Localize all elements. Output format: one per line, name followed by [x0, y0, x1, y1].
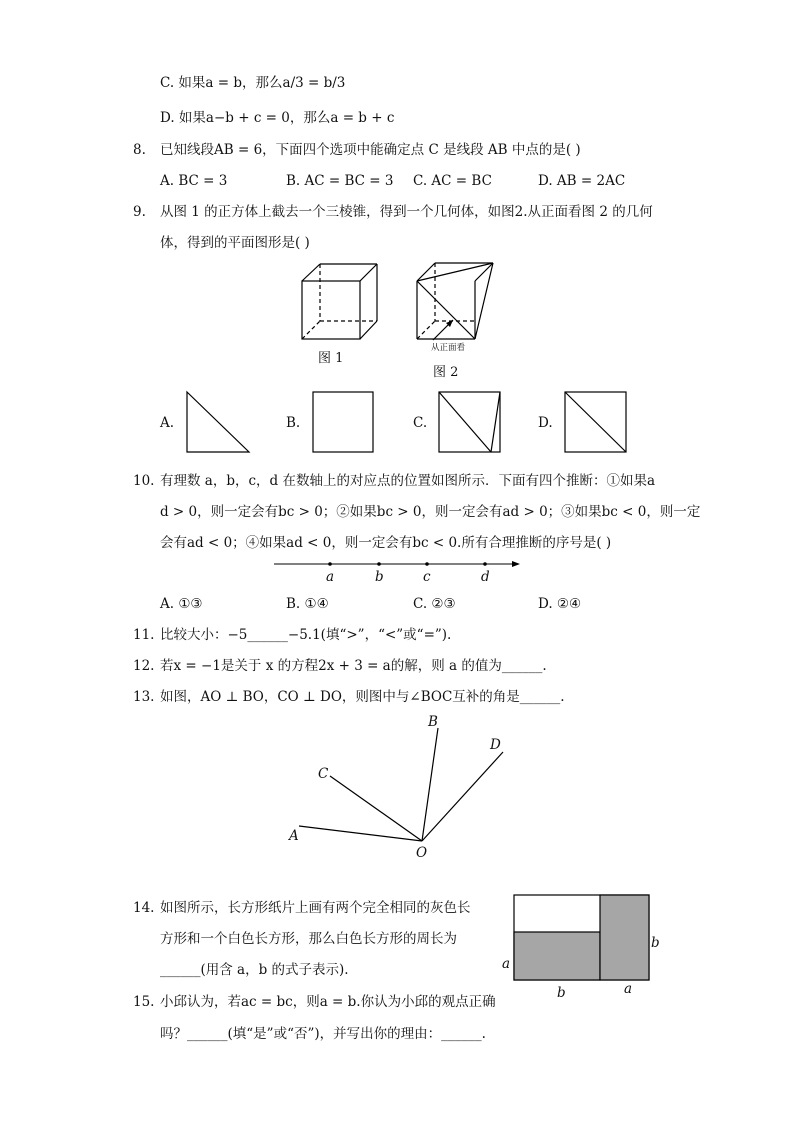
label-b: B: [428, 714, 438, 730]
q10-option-b: B. ①④: [286, 596, 329, 612]
point-c: [425, 562, 429, 566]
q14-line2: 方形和一个白色长方形，那么白色长方形的周长为: [160, 931, 457, 947]
point-d: [483, 562, 487, 566]
cube-front-face: [302, 281, 360, 339]
label-a-left: a: [502, 956, 511, 972]
question-number: 11.: [133, 627, 155, 643]
label-d: D: [490, 737, 501, 753]
q10-line1: 有理数 a，b，c，d 在数轴上的对应点的位置如图所示．下面有四个推断：①如果a: [160, 473, 656, 489]
q9-option-c-figure: [438, 391, 502, 453]
q14-line1: 如图所示，长方形纸片上画有两个完全相同的灰色长: [160, 900, 471, 916]
axis-label-b: b: [375, 569, 384, 585]
angle-figure: [285, 712, 515, 862]
q7-option-c-text: C. 如果a = b，那么a/3 = b/3: [160, 75, 346, 91]
label-c: C: [318, 766, 329, 782]
figure-2-caption: 图 2: [433, 365, 459, 380]
gray-rectangle-bottom: [514, 932, 600, 980]
q8-option-d: D. AB = 2AC: [538, 173, 626, 189]
q9-option-d-figure: [564, 391, 628, 453]
label-a: A: [289, 828, 299, 844]
q13-text: 如图，AO ⊥ BO，CO ⊥ DO，则图中与∠BOC互补的角是______.: [160, 689, 565, 705]
label-a-bottom: a: [624, 981, 633, 997]
gray-rectangle-right: [600, 895, 649, 980]
figure-1-cube: [298, 262, 380, 342]
figure-1-caption: 图 1: [318, 351, 344, 366]
q15-line1: 小邱认为，若ac = bc，则a = b.你认为小邱的观点正确: [160, 994, 496, 1010]
question-number: 8.: [133, 142, 146, 158]
question-number: 14.: [133, 900, 155, 916]
label-b-right: b: [651, 935, 660, 951]
axis-label-a: a: [326, 569, 335, 585]
label-o: O: [416, 845, 428, 861]
q8-option-b: B. AC = BC = 3: [286, 173, 394, 189]
q9-option-a-triangle: [186, 391, 250, 453]
q10-line3: 会有ad < 0；④如果ad < 0，则一定会有bc < 0.所有合理推断的序号是( ): [160, 535, 612, 551]
q12-text: 若x = −1是关于 x 的方程2x + 3 = a的解，则 a 的值为______.: [160, 658, 547, 674]
q8-option-a: A. BC = 3: [160, 173, 228, 189]
q10-option-d: D. ②④: [538, 596, 582, 612]
q14-line3: ______(用含 a，b 的式子表示).: [160, 962, 349, 978]
q9-option-b-square: [312, 391, 374, 453]
label-b-bottom: b: [557, 985, 566, 1001]
q11-text: 比较大小：−5______−5.1(填“>”，“<”或“=”).: [160, 627, 452, 643]
q8-option-c: C. AC = BC: [413, 173, 492, 189]
q9-stem-line2: 体，得到的平面图形是( ): [160, 235, 310, 251]
q8-stem: 已知线段AB = 6，下面四个选项中能确定点 C 是线段 AB 中点的是( ): [160, 142, 581, 158]
question-number: 13.: [133, 689, 155, 705]
point-b: [377, 562, 381, 566]
q10-line2: d > 0，则一定会有bc > 0；②如果bc > 0，则一定会有ad > 0；③如果bc < 0，则一定: [160, 504, 701, 520]
question-number: 12.: [133, 658, 155, 674]
q10-option-c: C. ②③: [413, 596, 456, 612]
q7-option-c: [160, 74, 345, 92]
view-direction-label: 从正面看: [431, 343, 466, 353]
q9-stem-line1: 从图 1 的正方体上截去一个三棱锥，得到一个几何体，如图2.从正面看图 2 的几何: [160, 204, 653, 220]
q9-option-c-label: C.: [413, 415, 428, 431]
axis-label-d: d: [481, 569, 490, 585]
rectangle-figure: [513, 894, 651, 982]
question-number: 15.: [133, 994, 155, 1010]
point-a: [328, 562, 332, 566]
q7-option-d: D. 如果a−b + c = 0，那么a = b + c: [160, 110, 395, 126]
q9-option-b-label: B.: [286, 415, 301, 431]
q10-option-a: A. ①③: [160, 596, 203, 612]
q9-option-a-label: A.: [160, 415, 175, 431]
q9-option-d-label: D.: [538, 415, 553, 431]
axis-label-c: c: [423, 569, 431, 585]
ray-od: [422, 752, 503, 841]
question-number: 9.: [133, 204, 146, 220]
question-number: 10.: [133, 473, 155, 489]
q15-line2: 吗？______(填“是”或“否”)，并写出你的理由：______.: [160, 1026, 486, 1042]
ray-ob: [422, 728, 438, 841]
